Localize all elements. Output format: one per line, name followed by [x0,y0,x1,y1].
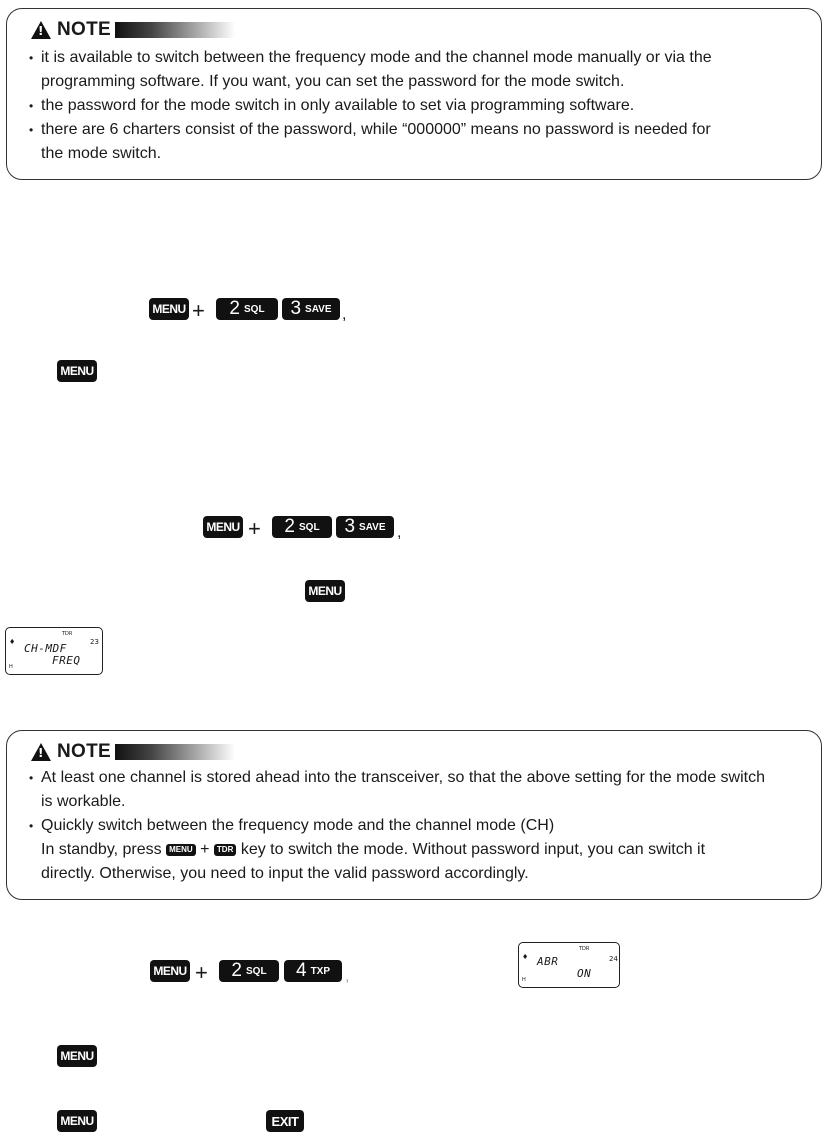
note-header [31,17,235,43]
inline-tdr-key: TDR [214,844,236,856]
note-box-2 [6,730,822,900]
note-title: NOTE [57,741,111,762]
note-box-1 [6,8,822,180]
comma: , [342,306,347,323]
lcd-line-2: FREQ [52,654,81,667]
note-line: programming software. If you want, you can set the password for the mode switch. [41,73,625,90]
key-2-sql: 2 SQL [216,298,278,320]
note-line: the mode switch. [41,145,162,162]
note-line [29,838,809,862]
key-4-txp: 4 TXP [284,960,342,982]
plus-sign: + [248,516,261,541]
note-body [29,766,809,886]
note-line: • the password for the mode switch in only available to set via programming software. [29,94,809,118]
plus-sign: + [200,841,210,858]
key-2-sql: 2 SQL [272,516,332,538]
note-line: • there are 6 charters consist of the password, while “000000” means no password is needed for [29,118,809,142]
lcd-tdr-label: TDR [62,631,73,637]
plus-sign: + [192,298,205,323]
menu-key: MENU [57,360,97,382]
note-line: • it is available to switch between the frequency mode and the channel mode manually or via the [29,46,809,70]
lcd-indicator: ♦ [522,953,529,961]
lcd-h-indicator: H [9,664,13,670]
menu-key: MENU [57,1045,97,1067]
note-line: is workable. [41,793,126,810]
comma: , [397,524,402,541]
lcd-indicator: ♦ [9,638,16,646]
note-text: In standby, press [41,841,162,858]
menu-key: MENU [150,960,190,982]
lcd-display [5,627,103,675]
lcd-channel-number: 24 [609,955,618,963]
note-header [31,739,235,765]
key-3-save: 3 SAVE [282,298,340,320]
menu-key: MENU [149,298,189,320]
note-title: NOTE [57,19,111,40]
menu-key: MENU [305,580,345,602]
plus-sign: + [195,960,208,985]
lcd-line-1: ABR [537,955,559,968]
comma: , [345,968,350,985]
lcd-display [518,942,620,988]
note-text: key to switch the mode. Without password input, you can switch it [240,841,706,858]
key-3-save: 3 SAVE [336,516,394,538]
lcd-line-2: ON [577,967,592,980]
note-body [29,46,809,166]
lcd-channel-number: 23 [90,638,99,646]
inline-menu-key: MENU [166,844,196,856]
warning-icon: ! [31,21,51,39]
lcd-tdr-label: TDR [579,946,590,952]
note-gradient-bar [115,744,235,760]
lcd-line-1: CH-MDF [24,642,67,655]
note-line: directly. Otherwise, you need to input the valid password accordingly. [41,865,529,882]
warning-icon: ! [31,743,51,761]
menu-key: MENU [57,1110,97,1132]
lcd-h-indicator: H [522,977,526,983]
menu-key: MENU [203,516,243,538]
key-2-sql: 2 SQL [219,960,279,982]
note-line: • At least one channel is stored ahead into the transceiver, so that the above setting for the mode switch [29,766,809,790]
note-line: • Quickly switch between the frequency mode and the channel mode (CH) [29,814,809,838]
exit-key: EXIT [266,1110,304,1132]
note-gradient-bar [115,22,235,38]
